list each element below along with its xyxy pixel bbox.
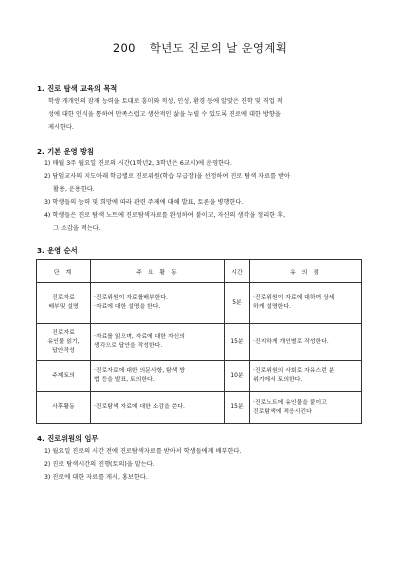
cell-line: 사후활동 xyxy=(52,404,75,410)
item-text: 2) 담임교사의 지도아래 학급별로 진로위원(학습 부급장)을 선정하여 진로 탐색 자료를 받아 xyxy=(44,173,291,180)
section-2-item xyxy=(44,209,370,235)
header-activity: 주 요 활 동 xyxy=(91,260,225,283)
table-header-row xyxy=(37,260,362,283)
schedule-table xyxy=(36,259,362,424)
cell-line: 주제토의 xyxy=(52,372,75,379)
cell-stage xyxy=(37,392,91,424)
cell-activity xyxy=(91,392,225,424)
table-row xyxy=(37,283,362,324)
cell-stage xyxy=(37,283,91,324)
cell-notes xyxy=(250,361,362,392)
item-continuation: 그 소감을 적는다. xyxy=(53,225,101,232)
cell-activity xyxy=(91,324,225,361)
cell-line: 답안작성 xyxy=(52,347,75,354)
paragraph-line: 학생 개개인의 잠재 능력을 토대로 흥미와 적성, 인성, 환경 등에 알맞은 진학 및 직업 적 xyxy=(48,98,283,105)
section-4-item: 2) 진로 탐색시간의 진행(토의)을 맡는다. xyxy=(44,461,155,468)
cell-stage xyxy=(37,324,91,361)
cell-line: ·진지하게 개인별로 작성한다. xyxy=(253,338,329,345)
item-text: 4) 학생들은 진로 탐색 노트에 진로탐색자료를 완성하여 붙이고, 자신의 생각을 정리한 후, xyxy=(44,212,286,219)
header-stage: 단 계 xyxy=(37,260,91,283)
cell-stage xyxy=(37,361,91,392)
section-1-paragraph xyxy=(48,95,366,134)
cell-line: 법 등을 발표, 토의한다. xyxy=(94,377,155,383)
table-row xyxy=(37,324,362,361)
cell-time: 5분 xyxy=(225,283,250,324)
title-text: 학년도 진로의 날 운영계획 xyxy=(149,41,288,55)
title-year: 200 xyxy=(112,41,136,55)
cell-line: 위기에서 토의한다. xyxy=(253,377,303,383)
section-2-item xyxy=(44,170,370,196)
section-1-heading: 1. 진로 탐색 교육의 목적 xyxy=(37,84,118,93)
header-time: 시간 xyxy=(225,260,250,283)
header-notes: 유 의 점 xyxy=(250,260,362,283)
section-2-item xyxy=(44,157,370,170)
cell-line: 진로탐색에 적응시킨다 xyxy=(253,408,312,415)
cell-time: 15분 xyxy=(225,324,250,361)
item-continuation: 활용, 운용한다. xyxy=(53,186,95,193)
cell-line: ·자료를 읽으며, 자료에 대한 자신의 xyxy=(94,334,185,340)
cell-line: 하게 설명한다. xyxy=(253,304,291,310)
cell-line: 생각으로 답안을 작성한다. xyxy=(94,343,163,349)
table-row xyxy=(37,392,362,424)
cell-time: 10분 xyxy=(225,361,250,392)
cell-line: ·진로위원이 자료를배부한다. xyxy=(94,295,168,301)
cell-line: ·진로노트에 유인물을 붙이고 xyxy=(253,399,327,406)
paragraph-line: 제시한다. xyxy=(48,124,74,131)
cell-activity xyxy=(91,283,225,324)
cell-time: 15분 xyxy=(225,392,250,424)
section-3-heading: 3. 운영 순서 xyxy=(37,246,78,255)
item-text: 3) 학생들의 능력 및 희망에 따라 관련 주제에 대해 발표, 토론을 병행한다. xyxy=(44,199,244,206)
cell-line: ·진로자료에 대한 의문사항, 탐색 방 xyxy=(94,368,185,374)
cell-line: 진로자료 xyxy=(52,295,75,301)
section-4-item: 3) 진로에 대한 자료를 게시, 홍보한다. xyxy=(44,474,148,481)
cell-line: 유인물 읽기, xyxy=(47,338,80,345)
cell-notes xyxy=(250,392,362,424)
cell-line: ·진로위원이 자료에 대하여 상세 xyxy=(253,295,335,301)
cell-line: ·자료에 대한 설명을 한다. xyxy=(94,304,161,310)
item-text: 1) 매월 3주 월요일 진로의 시간(1학년2, 3학년은 6교시)에 운영한다. xyxy=(44,160,233,167)
cell-line: 배부및 설명 xyxy=(48,304,79,310)
cell-line: ·진로위원의 사회로 자유스런 분 xyxy=(253,368,335,374)
section-2-heading: 2. 기본 운영 방침 xyxy=(37,147,94,156)
paragraph-line: 성에 대한 인식을 통하여 만족스럽고 생산적인 삶을 누릴 수 있도록 진로에 대한 방향을 xyxy=(48,111,281,118)
page-title xyxy=(0,40,400,56)
section-4-item: 1) 월요일 진로의 시간 전에 진로탐색자료를 받아서 학생들에게 배부한다. xyxy=(44,448,242,455)
cell-notes xyxy=(250,283,362,324)
cell-activity xyxy=(91,361,225,392)
cell-line: 진로자료 xyxy=(52,329,75,336)
section-4-heading: 4. 진로위원의 임무 xyxy=(37,434,99,443)
cell-line: ·진로탐색 자료에 대한 소감을 쓴다. xyxy=(94,404,185,410)
section-2-item xyxy=(44,196,370,209)
table-row xyxy=(37,361,362,392)
cell-notes xyxy=(250,324,362,361)
